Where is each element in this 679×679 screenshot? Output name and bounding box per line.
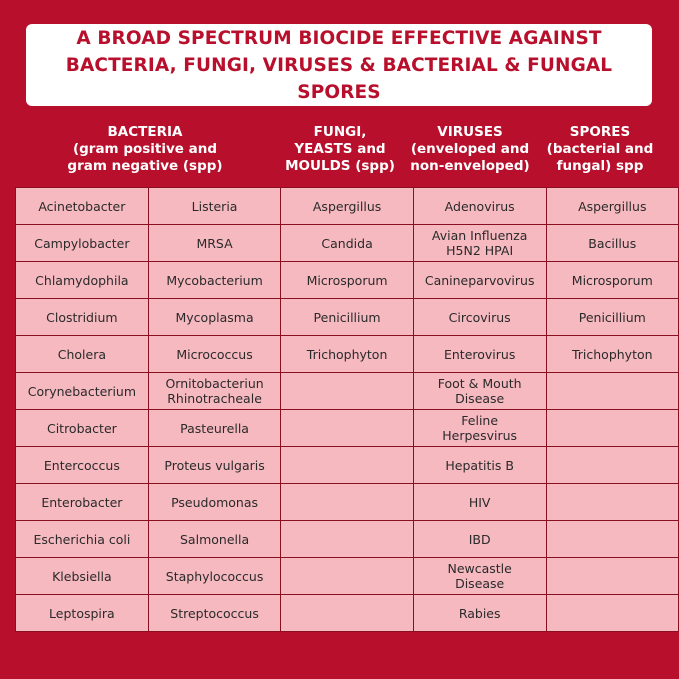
table-cell-bacteria-a: Cholera — [16, 336, 149, 373]
table-row — [16, 373, 679, 410]
table-row — [16, 225, 679, 262]
table-cell-viruses: HIV — [413, 484, 546, 521]
table-cell-fungi — [281, 521, 413, 558]
table-cell-bacteria-a: Clostridium — [16, 299, 149, 336]
table-cell-bacteria-b: Listeria — [148, 188, 281, 225]
table-cell-bacteria-b: Pseudomonas — [148, 484, 281, 521]
title-line-1: A BROAD SPECTRUM BIOCIDE EFFECTIVE AGAINST — [76, 27, 602, 49]
table-cell-bacteria-b: Micrococcus — [148, 336, 281, 373]
table-cell-spores — [546, 484, 678, 521]
table-cell-spores: Bacillus — [546, 225, 678, 262]
table-cell-bacteria-a: Leptospira — [16, 595, 149, 632]
table-row — [16, 521, 679, 558]
table-cell-fungi — [281, 558, 413, 595]
table-cell-bacteria-b: Streptococcus — [148, 595, 281, 632]
table-row — [16, 336, 679, 373]
table-cell-viruses: IBD — [413, 521, 546, 558]
table-cell-fungi — [281, 447, 413, 484]
table-row — [16, 447, 679, 484]
table-cell-viruses: Canineparvovirus — [413, 262, 546, 299]
table-row — [16, 188, 679, 225]
table-cell-spores — [546, 558, 678, 595]
table-cell-fungi: Aspergillus — [281, 188, 413, 225]
table-cell-fungi — [281, 410, 413, 447]
table-cell-bacteria-b: Salmonella — [148, 521, 281, 558]
table-cell-spores — [546, 447, 678, 484]
table-cell-spores: Penicillium — [546, 299, 678, 336]
table-cell-spores — [546, 521, 678, 558]
table-cell-spores: Aspergillus — [546, 188, 678, 225]
table-cell-spores — [546, 595, 678, 632]
table-cell-fungi — [281, 373, 413, 410]
table-row — [16, 299, 679, 336]
table-cell-bacteria-a: Chlamydophila — [16, 262, 149, 299]
table-cell-viruses: Adenovirus — [413, 188, 546, 225]
table-row — [16, 262, 679, 299]
table-cell-viruses: Circovirus — [413, 299, 546, 336]
table-cell-viruses: Hepatitis B — [413, 447, 546, 484]
table-cell-bacteria-a: Campylobacter — [16, 225, 149, 262]
header-bacteria: BACTERIA (gram positive and gram negative (spp) — [67, 124, 223, 174]
table-cell-bacteria-b: Mycoplasma — [148, 299, 281, 336]
table-cell-spores: Microsporum — [546, 262, 678, 299]
table-cell-fungi: Microsporum — [281, 262, 413, 299]
table-cell-viruses: Rabies — [413, 595, 546, 632]
title-banner — [26, 24, 652, 106]
table-cell-viruses: Newcastle Disease — [413, 558, 546, 595]
table-cell-bacteria-a: Enterobacter — [16, 484, 149, 521]
header-viruses: VIRUSES (enveloped and non-enveloped) — [410, 124, 530, 174]
table-row — [16, 558, 679, 595]
table-cell-spores: Trichophyton — [546, 336, 678, 373]
table-row — [16, 410, 679, 447]
table-cell-bacteria-a: Escherichia coli — [16, 521, 149, 558]
table-cell-bacteria-b: Mycobacterium — [148, 262, 281, 299]
table-cell-viruses: Enterovirus — [413, 336, 546, 373]
table-cell-spores — [546, 373, 678, 410]
header-fungi: FUNGI, YEASTS and MOULDS (spp) — [285, 124, 395, 174]
table-cell-fungi: Penicillium — [281, 299, 413, 336]
table-cell-bacteria-a: Citrobacter — [16, 410, 149, 447]
table-cell-spores — [546, 410, 678, 447]
table-cell-viruses: Foot & Mouth Disease — [413, 373, 546, 410]
table-row — [16, 484, 679, 521]
table-cell-fungi — [281, 595, 413, 632]
table-cell-bacteria-b: Proteus vulgaris — [148, 447, 281, 484]
table-cell-viruses: Avian Influenza H5N2 HPAI — [413, 225, 546, 262]
table-cell-bacteria-a: Klebsiella — [16, 558, 149, 595]
table-cell-bacteria-b: Ornitobacteriun Rhinotracheale — [148, 373, 281, 410]
header-spores: SPORES (bacterial and fungal) spp — [546, 124, 654, 174]
table-cell-bacteria-b: Pasteurella — [148, 410, 281, 447]
table-cell-bacteria-a: Corynebacterium — [16, 373, 149, 410]
table-cell-bacteria-a: Entercoccus — [16, 447, 149, 484]
organism-table — [15, 187, 679, 632]
table-row — [16, 595, 679, 632]
title-line-2: BACTERIA, FUNGI, VIRUSES & BACTERIAL & FUNGAL SPORES — [65, 54, 613, 103]
column-headers — [15, 124, 664, 182]
table-cell-bacteria-a: Acinetobacter — [16, 188, 149, 225]
table-cell-bacteria-b: Staphylococcus — [148, 558, 281, 595]
table-cell-fungi: Trichophyton — [281, 336, 413, 373]
table-cell-bacteria-b: MRSA — [148, 225, 281, 262]
table-cell-viruses: Feline Herpesvirus — [413, 410, 546, 447]
table-cell-fungi: Candida — [281, 225, 413, 262]
table-cell-fungi — [281, 484, 413, 521]
